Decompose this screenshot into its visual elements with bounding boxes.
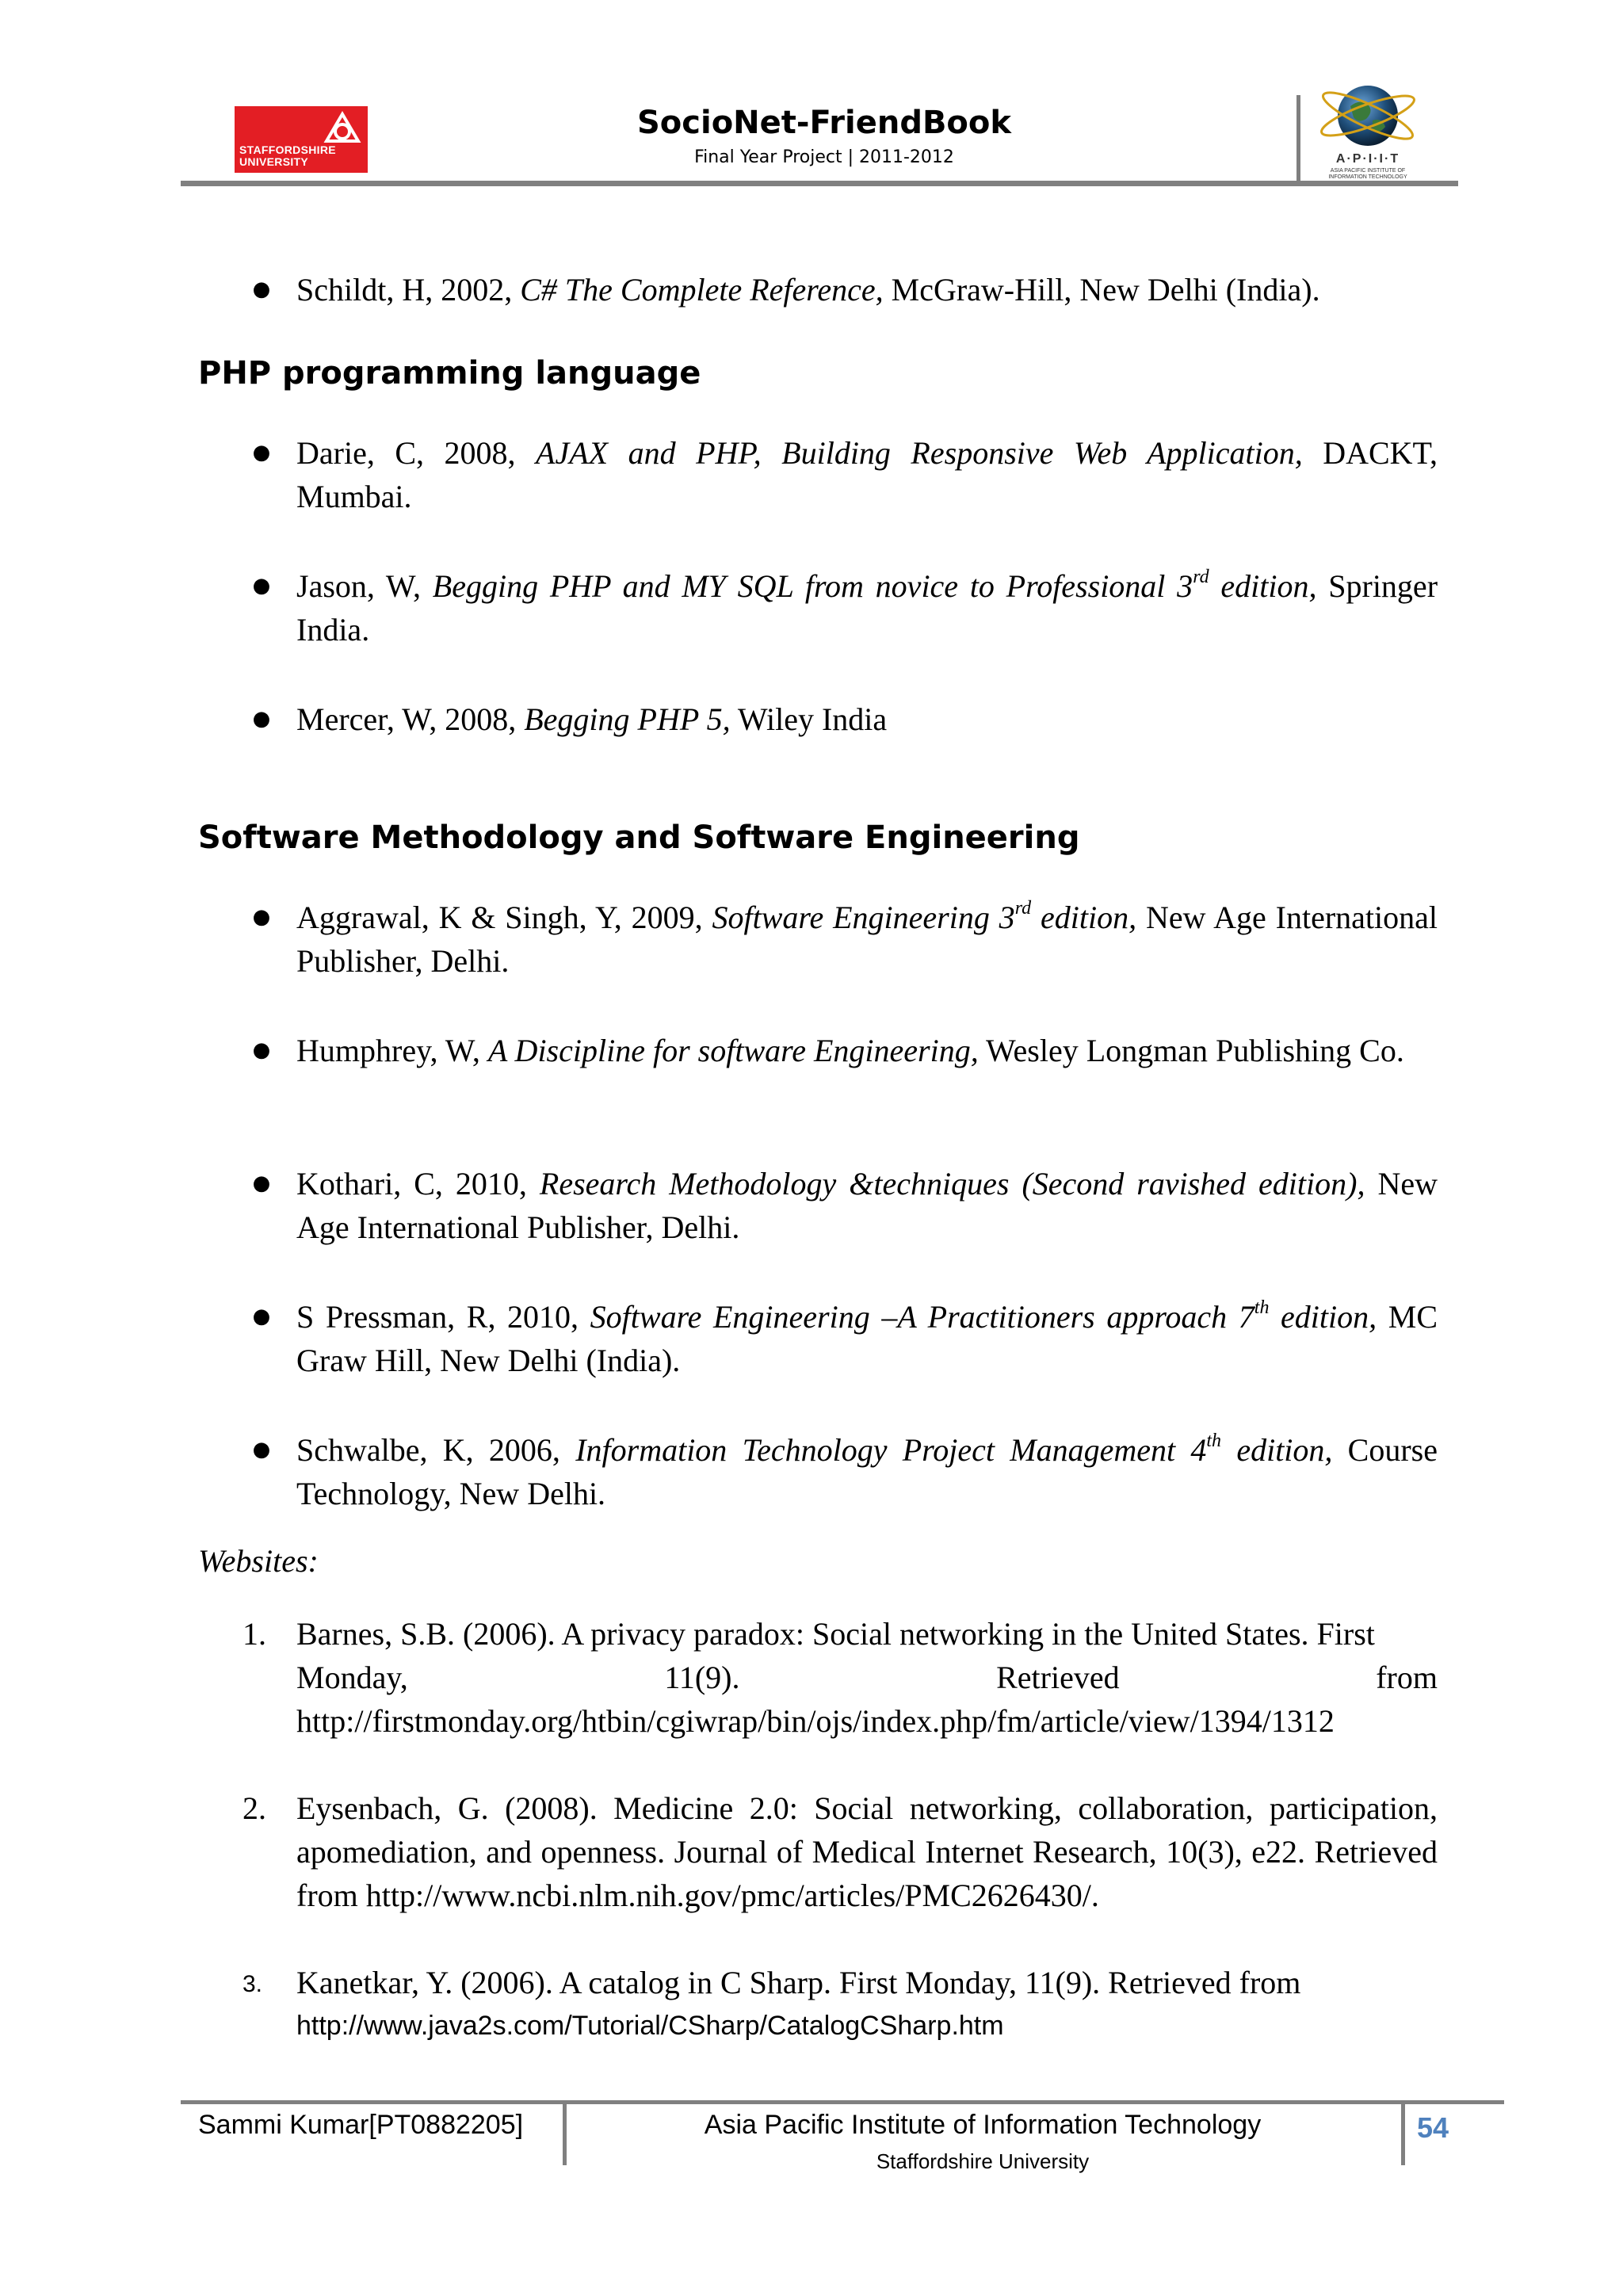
bullet: ●	[252, 905, 271, 929]
reference-publisher: MC Graw Hill, New Delhi (India).	[296, 1299, 1438, 1378]
superscript: th	[1206, 1430, 1222, 1451]
websites-label: Websites:	[198, 1543, 319, 1579]
reference-publisher: Springer India.	[296, 568, 1438, 648]
staffordshire-knot-icon	[322, 109, 363, 146]
bullet: ●	[252, 1438, 271, 1461]
reference-author: Jason, W,	[296, 568, 433, 604]
reference-item	[252, 268, 1438, 311]
page-header	[0, 0, 1623, 190]
footer-institute: Asia Pacific Institute of Information Technology	[704, 2110, 1262, 2140]
bullet: ●	[252, 707, 271, 731]
reference-publisher: McGraw-Hill, New Delhi (India).	[883, 272, 1320, 308]
reference-url[interactable]: http://firstmonday.org/htbin/cgiwrap/bin/ojs/index.php/fm/article/view/1394/1312	[296, 1703, 1335, 1739]
apiit-fullname-line: INFORMATION TECHNOLOGY	[1328, 174, 1407, 180]
reference-item	[252, 697, 1438, 741]
section-heading-software-engineering: Software Methodology and Software Engineering	[198, 819, 1080, 856]
reference-item	[252, 1295, 1438, 1382]
superscript: th	[1254, 1297, 1270, 1318]
apiit-fullname	[1316, 168, 1420, 181]
bullet: ●	[252, 574, 271, 598]
footer-author: Sammi Kumar[PT0882205]	[198, 2110, 524, 2140]
reference-author: Schildt, H, 2002,	[296, 272, 521, 308]
reference-publisher: Wesley Longman Publishing Co.	[978, 1033, 1404, 1068]
reference-title: Software Engineering –A Practitioners approach 7	[590, 1299, 1254, 1335]
footer-divider	[563, 2102, 567, 2165]
reference-publisher: New Age International Publisher, Delhi.	[296, 1166, 1438, 1245]
bullet: ●	[252, 1171, 271, 1195]
bullet: ●	[252, 1038, 271, 1062]
reference-item	[252, 1162, 1438, 1249]
superscript: rd	[1193, 566, 1209, 587]
page-number: 54	[1417, 2111, 1449, 2144]
apiit-letters: A·P·I·I·T	[1335, 152, 1400, 166]
reference-word: from	[1376, 1660, 1438, 1695]
reference-item	[252, 564, 1438, 651]
reference-author: Mercer, W, 2008,	[296, 701, 525, 737]
reference-author: Kothari, C, 2010,	[296, 1166, 540, 1201]
reference-title: edition,	[1209, 568, 1317, 604]
logo-text-line: STAFFORDSHIRE	[239, 143, 336, 156]
reference-author: Schwalbe, K, 2006,	[296, 1432, 576, 1468]
reference-item	[252, 1029, 1438, 1072]
reference-title: edition,	[1031, 900, 1137, 935]
reference-publisher: New Age International Publisher, Delhi.	[296, 900, 1438, 979]
reference-publisher: Course Technology, New Delhi.	[296, 1432, 1438, 1511]
section-heading-php: PHP programming language	[198, 355, 701, 392]
reference-author: S Pressman, R, 2010,	[296, 1299, 590, 1335]
reference-text: Kanetkar, Y. (2006). A catalog in C Sharp. First Monday, 11(9). Retrieved from	[296, 1965, 1301, 2000]
reference-word: 11(9).	[664, 1660, 740, 1695]
reference-text: Eysenbach, G. (2008). Medicine 2.0: Social networking, collaboration, participation, apomediation, and openness. Journal of Medical Internet Research, 10(3), e22. Retrieved from http://www.ncbi.nlm.nih.gov/pmc/articles/PMC2626430/.	[296, 1790, 1438, 1913]
reference-item	[252, 896, 1438, 983]
reference-word: Retrieved	[996, 1660, 1120, 1695]
bullet: ●	[252, 1305, 271, 1328]
reference-title: C# The Complete Reference,	[520, 272, 884, 308]
reference-item	[252, 431, 1438, 518]
reference-title: edition,	[1269, 1299, 1377, 1335]
list-number: 3.	[242, 1971, 263, 1997]
reference-title: Begging PHP 5,	[524, 701, 731, 737]
reference-author: Aggrawal, K & Singh, Y, 2009,	[296, 900, 712, 935]
website-reference-item	[242, 1612, 1438, 1743]
list-number: 1.	[242, 1616, 266, 1652]
footer-rule	[181, 2100, 1504, 2104]
reference-line	[296, 1612, 1438, 1656]
document-title: SocioNet-FriendBook	[636, 105, 1011, 141]
reference-author: Humphrey, W,	[296, 1033, 488, 1068]
reference-title: Research Methodology &techniques (Second ravished edition),	[539, 1166, 1365, 1201]
staffordshire-university-logo	[235, 106, 368, 173]
reference-title: Begging PHP and MY SQL from novice to Professional 3	[432, 568, 1193, 604]
reference-word: Monday,	[296, 1660, 408, 1695]
logo-text-line: UNIVERSITY	[239, 155, 309, 168]
reference-item	[252, 1428, 1438, 1515]
apiit-fullname-line: ASIA PACIFIC INSTITUTE OF	[1330, 168, 1406, 174]
website-reference-item	[242, 1961, 1438, 2048]
reference-title: Software Engineering 3	[712, 900, 1015, 935]
reference-publisher: Wiley India	[730, 701, 888, 737]
website-reference-item	[242, 1786, 1438, 1917]
header-divider	[1296, 95, 1300, 182]
reference-title: Information Technology Project Management 4	[575, 1432, 1207, 1468]
reference-title: AJAX and PHP, Building Responsive Web Application,	[536, 435, 1303, 471]
reference-line-justified	[296, 1656, 1438, 1699]
globe-icon	[1316, 74, 1420, 154]
reference-line	[296, 1961, 1438, 2004]
bullet: ●	[252, 277, 271, 301]
footer-university: Staffordshire University	[876, 2149, 1090, 2173]
footer-divider	[1401, 2102, 1405, 2165]
staffordshire-logo-text	[239, 144, 336, 168]
reference-title: A Discipline for software Engineering,	[487, 1033, 979, 1068]
reference-text: Barnes, S.B. (2006). A privacy paradox: Social networking in the United States. First	[296, 1616, 1375, 1652]
reference-title: edition,	[1221, 1432, 1333, 1468]
apiit-logo	[1316, 74, 1420, 182]
header-rule	[181, 181, 1458, 186]
reference-author: Darie, C, 2008,	[296, 435, 537, 471]
document-subtitle: Final Year Project | 2011-2012	[694, 147, 954, 167]
list-number: 2.	[242, 1790, 266, 1826]
reference-url[interactable]: http://www.java2s.com/Tutorial/CSharp/CatalogCSharp.htm	[296, 2011, 1004, 2041]
bullet: ●	[252, 441, 271, 464]
superscript: rd	[1014, 897, 1032, 919]
reference-publisher: DACKT, Mumbai.	[296, 435, 1438, 514]
